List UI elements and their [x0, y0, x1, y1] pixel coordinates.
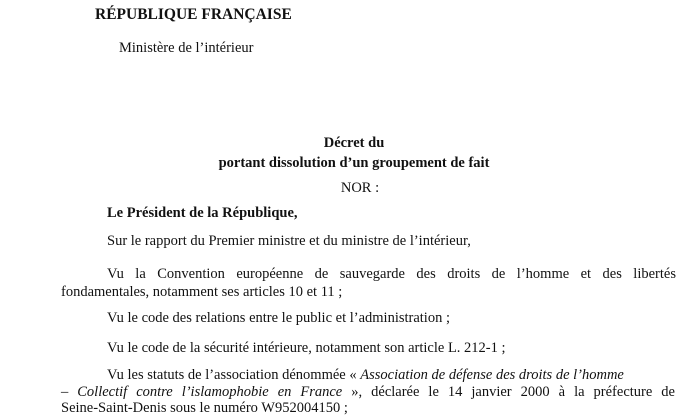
decree-subject: portant dissolution d’un groupement de fait	[218, 155, 490, 171]
paragraph-rapport: Sur le rapport du Premier ministre et du ministre de l’intérieur,	[107, 233, 471, 249]
republic-heading: RÉPUBLIQUE FRANÇAISE	[95, 6, 292, 23]
association-name-part2: – Collectif contre l’islamophobie en France	[61, 384, 343, 400]
paragraph-convention-line2: fondamentales, notamment ses articles 10 et 11 ;	[61, 284, 343, 300]
paragraph-statuts-line3: Seine-Saint-Denis sous le numéro W952004150 ;	[61, 400, 348, 416]
president-heading: Le Président de la République,	[107, 205, 298, 221]
ministry-name: Ministère de l’intérieur	[119, 40, 254, 56]
nor-reference: NOR :	[340, 180, 380, 196]
paragraph-statuts-line2	[61, 384, 675, 401]
statuts-declaration-text: », déclarée le 14 janvier 2000 à la préfecture de	[342, 384, 675, 400]
statuts-intro-text: Vu les statuts de l’association dénommée «	[107, 367, 361, 383]
paragraph-statuts-line1	[107, 367, 624, 384]
paragraph-code-relations: Vu le code des relations entre le public et l’administration ;	[107, 310, 450, 326]
paragraph-code-securite: Vu le code de la sécurité intérieure, notamment son article L. 212-1 ;	[107, 340, 506, 356]
paragraph-convention-line1: Vu la Convention européenne de sauvegarde des droits de l’homme et des libertés	[107, 266, 676, 282]
decree-title: Décret du	[323, 135, 385, 151]
association-name-part1: Association de défense des droits de l’homme	[360, 367, 624, 383]
